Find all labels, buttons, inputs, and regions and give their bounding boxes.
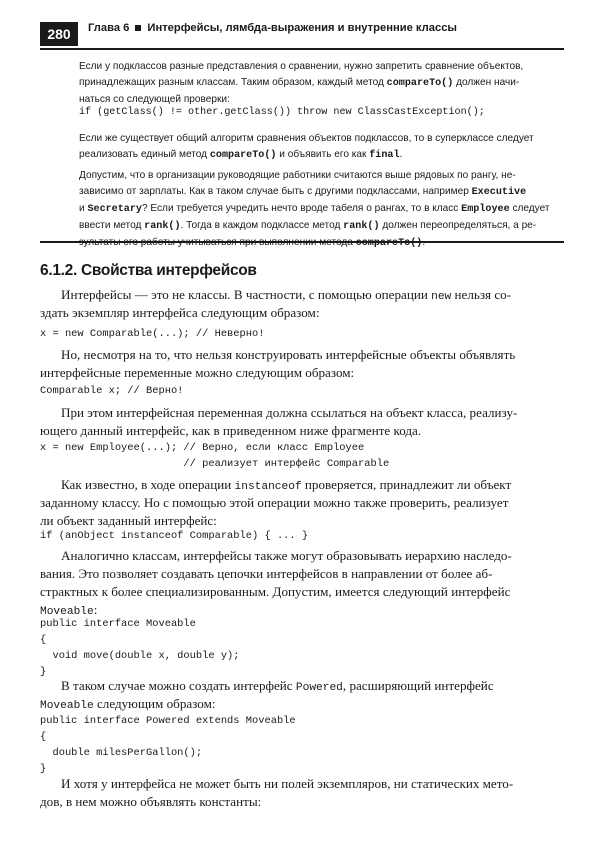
text-line: Допустим, что в организации руководящие работники считаются выше рядовых по рангу, не- — [79, 170, 516, 181]
text-run: Интерфейсы — это не классы. В частности, с помощью операции — [61, 287, 432, 302]
code-line: public interface Moveable — [40, 618, 196, 630]
code-line: } — [40, 666, 47, 678]
text-line: Аналогично классам, интерфейсы также могут образовывать иерархию наследо- — [61, 548, 512, 563]
text-run: . Тогда в каждом подклассе метод — [180, 220, 344, 231]
note-paragraph-2 — [79, 131, 557, 164]
note-paragraph-3 — [79, 168, 557, 252]
text-line: ли объект заданный интерфейс: — [40, 513, 217, 528]
text-run: ? Если требуется учредить нечто вроде табеля о рангах, то в класс — [141, 203, 462, 214]
code-line: public interface Powered extends Moveable — [40, 715, 296, 727]
inline-code: instanceof — [234, 481, 302, 493]
inline-code: Moveable — [40, 606, 94, 618]
text-run: В таком случае можно создать интерфейс — [61, 678, 296, 693]
text-line: заданному классу. Но с помощью этой операции можно также проверить, реализует — [40, 495, 509, 510]
inline-code: Employee — [461, 204, 510, 215]
text-run: Как известно, в ходе операции — [61, 477, 235, 492]
text-run: проверяется, принадлежит ли объект — [301, 477, 512, 492]
text-run: должен начи- — [453, 77, 520, 88]
text-line — [40, 476, 564, 494]
text-line — [79, 218, 557, 235]
code-line: } — [40, 763, 47, 775]
code-block — [40, 713, 296, 777]
page-number: 280 — [40, 22, 78, 46]
chapter-label: Глава 6 — [88, 22, 130, 34]
code-block — [40, 616, 240, 680]
text-run: принадлежащих разным классам. Таким образом, каждый метод — [79, 77, 387, 88]
text-line: здать экземпляр интерфейса следующим образом: — [40, 305, 320, 320]
text-line: ющего данный интерфейс, как в приведенном ниже фрагменте кода. — [40, 423, 422, 438]
running-title — [88, 22, 457, 34]
text-line — [79, 75, 557, 92]
inline-code: rank() — [144, 221, 181, 232]
text-run: и объявить его как — [276, 149, 370, 160]
inline-code: Executive — [471, 187, 527, 198]
text-line: Если же существует общий алгоритм сравнения объектов подклассов, то в суперклассе следует — [79, 133, 534, 144]
text-line: И хотя у интерфейса не может быть ни полей экземпляров, ни статических мето- — [61, 776, 514, 791]
text-line: При этом интерфейсная переменная должна ссылаться на объект класса, реализу- — [61, 405, 518, 420]
text-line: Но, несмотря на то, что нельзя конструировать интерфейсные объекты объявлять — [61, 347, 516, 362]
text-run: зультаты его работы учитываться при выполнении метода — [79, 237, 356, 248]
inline-code: Secretary — [87, 204, 142, 215]
inline-code: rank() — [343, 221, 380, 232]
code-line: if (anObject instanceof Comparable) { ... } — [40, 530, 309, 542]
running-header — [40, 22, 564, 50]
inline-code: compareTo() — [355, 238, 423, 249]
code-line: void move(double x, double y); — [40, 650, 240, 662]
text-run: зависимо от зарплаты. Как в таком случае быть с другими подклассами, например — [79, 186, 472, 197]
text-run: ввести метод — [79, 220, 145, 231]
code-line: { — [40, 731, 47, 743]
text-run: , расширяющий интерфейс — [342, 678, 494, 693]
text-line — [40, 695, 564, 713]
text-run: . — [422, 237, 426, 248]
text-line: дов, в нем можно объявлять константы: — [40, 794, 262, 809]
text-run: нельзя со- — [451, 287, 512, 302]
square-bullet-icon — [135, 25, 141, 31]
body-paragraph-6 — [40, 677, 564, 713]
text-run: следует — [509, 203, 550, 214]
code-line: x = new Comparable(...); // Неверно! — [40, 328, 265, 340]
text-line: интерфейсные переменные можно следующим образом: — [40, 365, 355, 380]
inline-code: Powered — [295, 682, 343, 694]
text-line — [40, 677, 564, 695]
inline-code: new — [431, 291, 452, 303]
text-line — [79, 235, 557, 252]
code-block — [40, 440, 389, 472]
text-line: вания. Это позволяет создавать цепочки интерфейсов в направлении от более аб- — [40, 566, 493, 581]
body-paragraph-2 — [40, 346, 564, 382]
inline-code: final — [369, 150, 400, 161]
code-line: Comparable x; // Верно! — [40, 385, 184, 397]
text-line: наться со следующей проверки: — [79, 94, 230, 105]
body-paragraph-3 — [40, 404, 564, 440]
code-line: { — [40, 634, 47, 646]
text-line — [40, 286, 564, 304]
code-line: double milesPerGallon(); — [40, 747, 203, 759]
text-line: страктных к более специализированным. Допустим, имеется следующий интерфейс — [40, 584, 511, 599]
text-run: должен переопределяться, а ре- — [379, 220, 537, 231]
inline-code: compareTo() — [209, 150, 277, 161]
code-line: // реализует интерфейс Comparable — [40, 458, 390, 470]
body-paragraph-1 — [40, 286, 564, 322]
inline-code: Moveable — [40, 700, 94, 712]
text-run: и — [79, 203, 88, 214]
note-box — [40, 53, 564, 249]
text-line — [79, 184, 557, 201]
code-line: x = new Employee(...); // Верно, если класс Employee — [40, 442, 365, 454]
body-paragraph-4 — [40, 476, 564, 530]
text-line: Если у подклассов разные представления о сравнении, нужно запретить сравнение объектов, — [79, 61, 524, 72]
inline-code: compareTo() — [386, 78, 454, 89]
section-heading: 6.1.2. Свойства интерфейсов — [40, 262, 257, 279]
note-code-block: if (getClass() != other.getClass()) throw new ClassCastException(); — [79, 107, 485, 118]
text-run: . — [399, 149, 403, 160]
chapter-title: Интерфейсы, лямбда-выражения и внутренние классы — [147, 22, 457, 34]
note-paragraph-1 — [79, 59, 557, 108]
text-run: реализовать единый метод — [79, 149, 210, 160]
text-line — [79, 147, 557, 164]
text-run: следующим образом: — [93, 696, 216, 711]
body-paragraph-5 — [40, 547, 564, 619]
text-line — [79, 201, 557, 218]
text-run: : — [93, 602, 98, 617]
body-paragraph-7 — [40, 775, 564, 811]
